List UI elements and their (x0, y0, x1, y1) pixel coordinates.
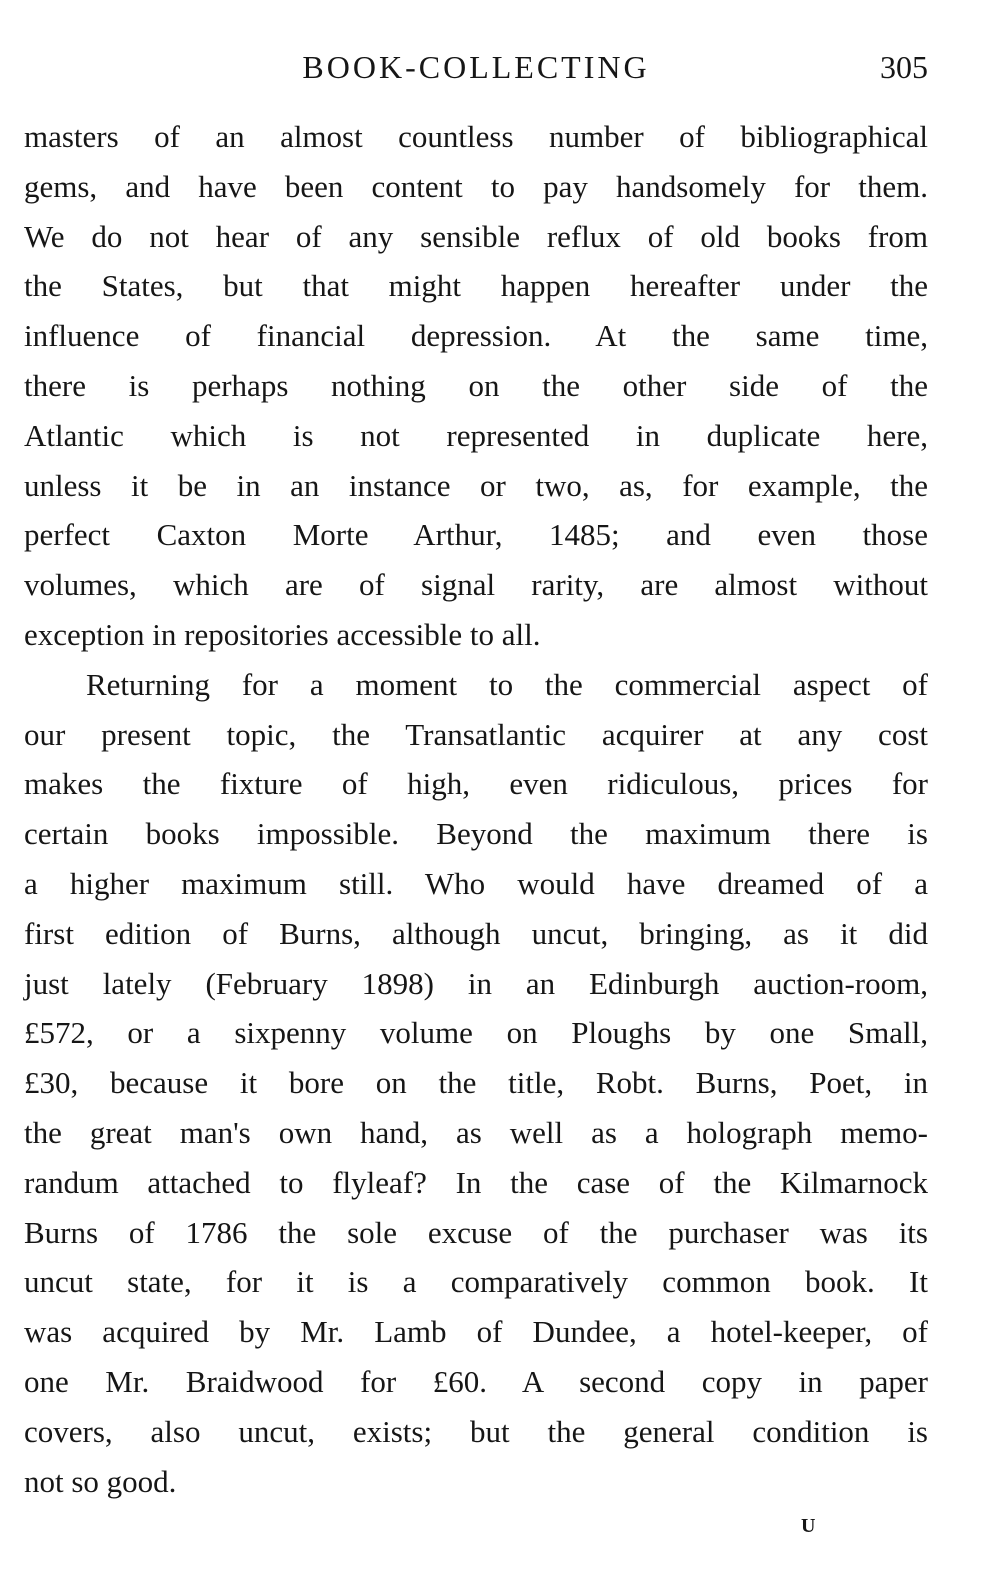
text-line: unless it be in an instance or two, as, for example, the (24, 467, 928, 503)
text-line: perfect Caxton Morte Arthur, 1485; and even those (24, 517, 928, 553)
text-line: randum attached to flyleaf? In the case of the Kilmarnock (24, 1164, 928, 1200)
text-line: certain books impossible. Beyond the maximum there is (24, 816, 928, 852)
text-line: £572, or a sixpenny volume on Ploughs by one Small, (24, 1015, 928, 1051)
text-line: volumes, which are of signal rarity, are almost without (24, 567, 928, 603)
text-line: covers, also uncut, exists; but the general condition is (24, 1413, 928, 1449)
text-line: the great man's own hand, as well as a holograph memo- (24, 1114, 928, 1150)
text-line: first edition of Burns, although uncut, bringing, as it did (24, 915, 928, 951)
text-line: the States, but that might happen hereafter under the (24, 268, 928, 304)
text-line: influence of financial depression. At the same time, (24, 318, 928, 354)
text-line: masters of an almost countless number of bibliographical (24, 119, 928, 154)
text-line: our present topic, the Transatlantic acquirer at any cost (24, 716, 928, 752)
text-line: Burns of 1786 the sole excuse of the purchaser was its (24, 1214, 928, 1250)
text-line: was acquired by Mr. Lamb of Dundee, a hotel-keeper, of (24, 1314, 928, 1350)
text-line: just lately (February 1898) in an Edinburgh auction-room, (24, 965, 928, 1001)
text-line: We do not hear of any sensible reflux of old books from (24, 218, 928, 254)
text-line: gems, and have been content to pay handsomely for them. (24, 168, 928, 204)
text-line: uncut state, for it is a comparatively common book. It (24, 1264, 928, 1300)
text-line: £30, because it bore on the title, Robt. Burns, Poet, in (24, 1065, 928, 1101)
text-line: Returning for a moment to the commercial aspect of (86, 666, 928, 702)
text-line: exception in repositories accessible to all. (24, 616, 541, 652)
running-head (24, 44, 928, 90)
page-number: 305 (880, 49, 928, 85)
running-title: BOOK-COLLECTING (302, 49, 650, 85)
text-line: Atlantic which is not represented in duplicate here, (24, 417, 928, 453)
text-line: not so good. (24, 1463, 177, 1499)
text-line: there is perhaps nothing on the other side of the (24, 367, 928, 403)
paragraph-1 (24, 112, 928, 660)
text-line: one Mr. Braidwood for £60. A second copy in paper (24, 1363, 928, 1399)
body-text (24, 112, 928, 1506)
paragraph-2 (24, 660, 928, 1507)
text-line: a higher maximum still. Who would have dreamed of a (24, 865, 928, 901)
text-line: makes the fixture of high, even ridiculous, prices for (24, 766, 928, 802)
signature-mark: U (801, 1515, 816, 1537)
